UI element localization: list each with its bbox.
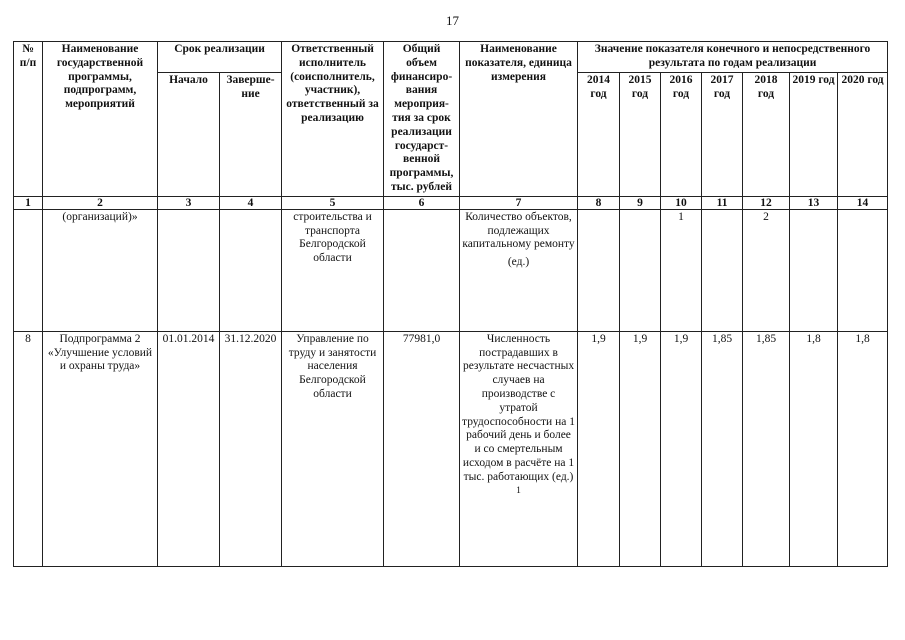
header-values: Значение показателя конечного и непосредственного результата по годам реализации	[578, 42, 888, 73]
row-name: Подпрограмма 2 «Улучшение условий и охраны труда»	[43, 331, 158, 566]
indicator-text: Количество объектов, подлежащих капитальному ремонту (ед.)	[462, 210, 575, 268]
row-name: (организаций)»	[43, 209, 158, 331]
column-number: 12	[743, 196, 790, 209]
table-row	[14, 331, 888, 566]
row-value: 1	[661, 209, 702, 331]
column-number: 14	[838, 196, 888, 209]
row-indicator	[460, 209, 578, 331]
row-value: 1,9	[620, 331, 661, 566]
header-row-1	[14, 42, 888, 73]
row-executor: Управление по труду и занятости населения Белгородской области	[282, 331, 384, 566]
header-executor: Ответственный исполнитель (соисполнитель, участник), ответственный за реализацию	[282, 42, 384, 197]
row-end: 31.12.2020	[220, 331, 282, 566]
column-number: 13	[790, 196, 838, 209]
header-indicator: Наименование показателя, единица измерения	[460, 42, 578, 197]
row-value: 1,85	[743, 331, 790, 566]
column-number: 1	[14, 196, 43, 209]
header-year: 2015 год	[620, 72, 661, 196]
row-funding	[384, 209, 460, 331]
column-number: 11	[702, 196, 743, 209]
row-start: 01.01.2014	[158, 331, 220, 566]
table-row	[14, 209, 888, 331]
row-num	[14, 209, 43, 331]
header-year: 2019 год	[790, 72, 838, 196]
column-numbers-row	[14, 196, 888, 209]
column-number: 8	[578, 196, 620, 209]
row-value: 1,9	[578, 331, 620, 566]
row-value: 1,8	[838, 331, 888, 566]
header-term: Срок реализации	[158, 42, 282, 73]
row-start	[158, 209, 220, 331]
row-value	[620, 209, 661, 331]
column-number: 3	[158, 196, 220, 209]
header-year: 2014 год	[578, 72, 620, 196]
row-num: 8	[14, 331, 43, 566]
program-indicators-table	[13, 41, 888, 567]
row-value	[838, 209, 888, 331]
column-number: 4	[220, 196, 282, 209]
header-year: 2018 год	[743, 72, 790, 196]
column-number: 7	[460, 196, 578, 209]
header-num: № п/п	[14, 42, 43, 197]
header-year: 2020 год	[838, 72, 888, 196]
row-funding: 77981,0	[384, 331, 460, 566]
row-value	[702, 209, 743, 331]
column-number: 9	[620, 196, 661, 209]
column-number: 2	[43, 196, 158, 209]
row-value	[578, 209, 620, 331]
header-end: Заверше-ние	[220, 72, 282, 196]
column-number: 5	[282, 196, 384, 209]
column-number: 10	[661, 196, 702, 209]
row-value: 1,9	[661, 331, 702, 566]
row-value	[790, 209, 838, 331]
footnote-marker: 1	[516, 484, 521, 496]
row-value: 2	[743, 209, 790, 331]
row-executor: строительства и транспорта Белгородской области	[282, 209, 384, 331]
header-year: 2017 год	[702, 72, 743, 196]
row-value: 1,8	[790, 331, 838, 566]
indicator-text: Численность пострадавших в результате несчастных случаев на производстве с утратой трудоспособности на 1 рабочий день и более и со смертельным исходом в расчёте на 1 тыс. работающих (ед.)	[462, 332, 575, 483]
column-number: 6	[384, 196, 460, 209]
row-value: 1,85	[702, 331, 743, 566]
header-year: 2016 год	[661, 72, 702, 196]
row-indicator	[460, 331, 578, 566]
header-name: Наименование государственной программы, подпрограмм, мероприятий	[43, 42, 158, 197]
page-number: 17	[446, 13, 459, 28]
header-funding: Общий объем финансиро-вания мероприя-тия за срок реализации государст-венной программы, тыс. рублей	[384, 42, 460, 197]
header-start: Начало	[158, 72, 220, 196]
row-end	[220, 209, 282, 331]
